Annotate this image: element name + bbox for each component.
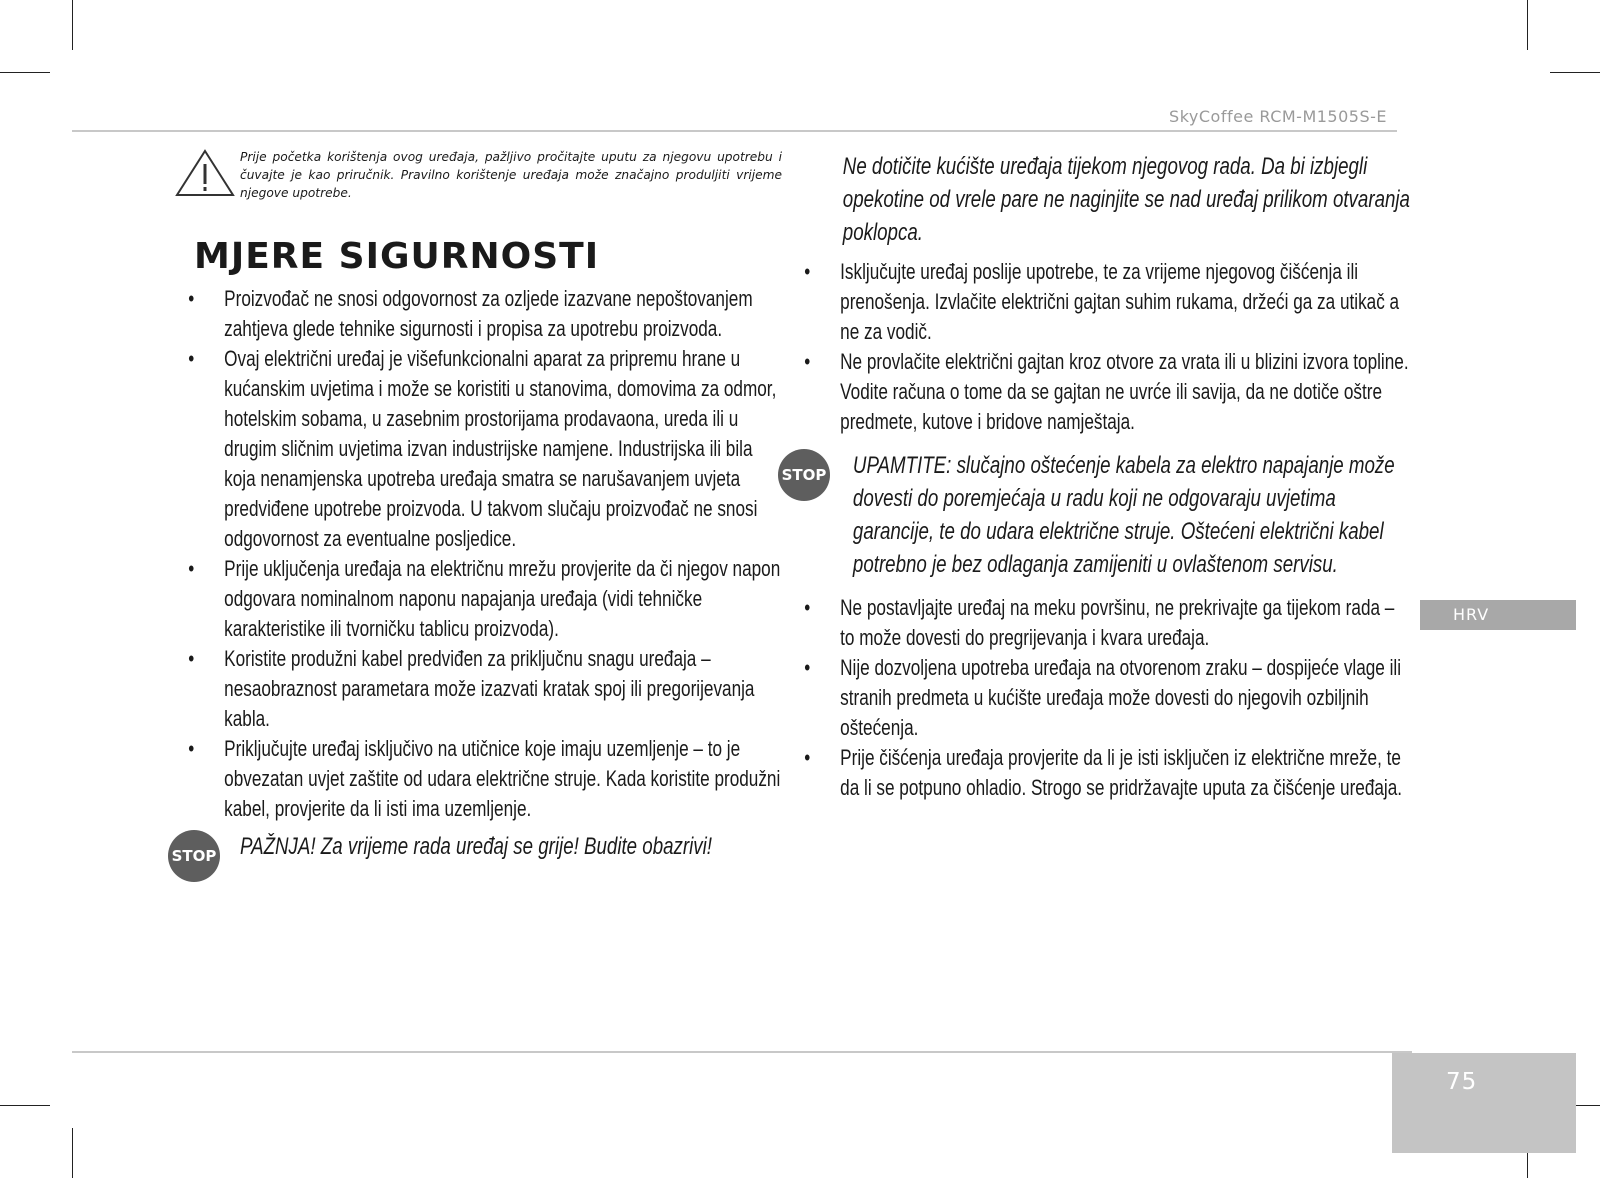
header-rule: [72, 130, 1397, 132]
bullet-icon: •: [804, 655, 811, 680]
list-item: • Prije uključenja uređaja na električnu mrežu provjerite da či njegov napon odgovara nominalnom naponu napajanja uređaja (vidi tehničke karakteristike ili tvorničku tablicu proizvoda).: [188, 556, 781, 641]
list-item: • Priključujte uređaj isključivo na utičnice koje imaju uzemljenje – to je obvezatan uvjet zaštite od udara električne struje. Kada koristite produžni kabel, provjerite da li isti ima uzemljenje.: [188, 736, 781, 821]
left-bullet-list: [168, 284, 782, 824]
bullet-icon: •: [804, 259, 811, 284]
bullet-icon: •: [804, 745, 811, 770]
list-item: • Koristite produžni kabel predviđen za priključnu snagu uređaja – nesaobraznost parametara može izazvati kratak spoj ili pregorijevanja kabla.: [188, 646, 755, 731]
list-item: • Prije čišćenja uređaja provjerite da li je isti isključen iz električne mreže, te da li se potpuno ohladio. Strogo se pridržavajte uputa za čišćenje uređaja.: [804, 745, 1403, 800]
intro-block: [168, 148, 782, 210]
stop-sign-icon: STOP: [778, 449, 830, 501]
crop-mark: [0, 72, 50, 73]
warning-triangle-icon: [174, 148, 236, 198]
stop-sign-icon: STOP: [168, 830, 220, 882]
intro-text: Prije početka korištenja ovog uređaja, pažljivo pročitajte uputu za njegovu upotrebu i čuvajte je kao priručnik. Pravilno korištenje uređaja može značajno produljiti vrijeme njegove upotrebe.: [240, 150, 782, 200]
lead-paragraph: Ne dotičite kućište uređaja tijekom njegovog rada. Da bi izbjegli opekotine od vrele pare ne naginjite se nad uređaj prilikom otvaranja poklopca.: [842, 153, 1410, 246]
right-bullet-list-bottom: [784, 593, 1410, 803]
header-model: SkyCoffee RCM-M1505S-E: [1169, 107, 1387, 126]
list-item: • Ne provlačite električni gajtan kroz otvore za vrata ili u blizini izvora topline. Vodite računa o tome da se gajtan ne uvrće ili savija, da ne dotiče oštre predmete, kutove i bridove namještaja.: [804, 349, 1409, 434]
list-item: • Isključujte uređaj poslije upotrebe, te za vrijeme njegovog čišćenja ili prenošenja. Izvlačite električni gajtan suhim rukama, držeći ga za utikač a ne za vodič.: [804, 259, 1400, 344]
page-number: 75: [1392, 1053, 1576, 1153]
section-title: MJERE SIGURNOSTI: [194, 236, 600, 277]
crop-mark: [0, 1105, 50, 1106]
bullet-icon: •: [188, 286, 195, 311]
bullet-icon: •: [188, 556, 195, 581]
crop-mark: [72, 0, 73, 50]
bullet-icon: •: [804, 349, 811, 374]
bullet-icon: •: [188, 346, 195, 371]
bullet-icon: •: [188, 646, 195, 671]
footer-rule: [72, 1051, 1412, 1053]
crop-mark: [1550, 72, 1600, 73]
list-item: • Nije dozvoljena upotreba uređaja na otvorenom zraku – dospijeće vlage ili stranih predmeta u kućište uređaja može dovesti do njegovih ozbiljnih oštećenja.: [804, 655, 1402, 740]
list-item: • Ovaj električni uređaj je višefunkcionalni aparat za pripremu hrane u kućanskim uvjetima i može se koristiti u stanovima, domovima za odmor, hotelskim sobama, u zasebnim prostorijama prodavaona, ureda ili u drugim sličnim uvjetima izvan industrijske namjene. Industrijska ili bila koja nenamjenska upotreba uređaja smatra se narušavanjem uvjeta predviđene upotrebe proizvoda. U takvom slučaju proizvođač ne snosi odgovornost za eventualne posljedice.: [188, 346, 777, 551]
stop-note-right: [782, 449, 1410, 581]
crop-mark: [1527, 0, 1528, 50]
list-item: • Ne postavljajte uređaj na meku površinu, ne prekrivajte ga tijekom rada – to može dovesti do pregrijevanja i kvara uređaja.: [804, 595, 1395, 650]
right-column: [781, 150, 1410, 803]
right-bullet-list-top: [784, 257, 1410, 437]
stop-note-left: [168, 830, 782, 863]
stop-note-text: UPAMTITE: slučajno oštećenje kabela za elektro napajanje može dovesti do poremjećaja u radu koji ne odgovaraju uvjetima garancije, te do udara električne struje. Oštećeni električni kabel potrebno je bez odlaganja zamijeniti u ovlaštenom servisu.: [852, 452, 1395, 578]
bullet-icon: •: [804, 595, 811, 620]
language-tab: HRV: [1420, 600, 1576, 630]
stop-note-text: PAŽNJA! Za vrijeme rada uređaj se grije! Budite obazrivi!: [240, 833, 713, 860]
crop-mark: [72, 1128, 73, 1178]
left-column: [168, 148, 782, 867]
list-item: • Proizvođač ne snosi odgovornost za ozljede izazvane nepoštovanjem zahtjeva glede tehnike sigurnosti i propisa za upotrebu proizvoda.: [188, 286, 753, 341]
bullet-icon: •: [188, 736, 195, 761]
